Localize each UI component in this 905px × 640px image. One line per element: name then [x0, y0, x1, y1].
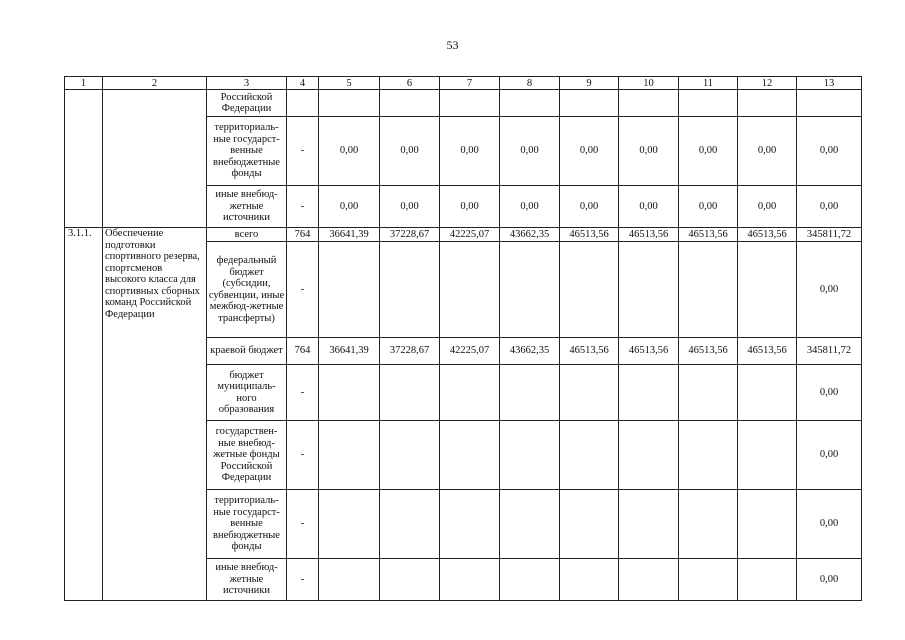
source-cell: иные внебюд-жетные источники [207, 559, 287, 601]
column-header: 13 [797, 77, 862, 90]
value-cell [500, 90, 560, 117]
column-header: 12 [738, 77, 797, 90]
value-cell [319, 242, 380, 338]
value-cell: 46513,56 [738, 338, 797, 365]
total-cell: 0,00 [797, 421, 862, 490]
value-cell: 46513,56 [560, 228, 619, 242]
value-cell: 42225,07 [440, 228, 500, 242]
value-cell [738, 365, 797, 421]
total-cell: 0,00 [797, 117, 862, 186]
code-value-cell: - [287, 242, 319, 338]
value-cell [380, 490, 440, 559]
value-cell: 0,00 [440, 186, 500, 228]
value-cell [738, 559, 797, 601]
value-cell [440, 559, 500, 601]
source-cell: всего [207, 228, 287, 242]
code-value-cell [287, 90, 319, 117]
value-cell [679, 365, 738, 421]
value-cell [319, 421, 380, 490]
value-cell: 0,00 [738, 186, 797, 228]
value-cell [738, 421, 797, 490]
value-cell: 0,00 [500, 186, 560, 228]
value-cell [738, 242, 797, 338]
total-cell: 0,00 [797, 559, 862, 601]
code-value-cell: - [287, 559, 319, 601]
code-value-cell: 764 [287, 338, 319, 365]
value-cell [679, 490, 738, 559]
value-cell: 0,00 [380, 186, 440, 228]
value-cell [500, 559, 560, 601]
value-cell: 42225,07 [440, 338, 500, 365]
value-cell: 37228,67 [380, 228, 440, 242]
value-cell [440, 90, 500, 117]
source-cell: Российской Федерации [207, 90, 287, 117]
column-header: 7 [440, 77, 500, 90]
code-value-cell: - [287, 117, 319, 186]
code-value-cell: - [287, 365, 319, 421]
value-cell: 0,00 [738, 117, 797, 186]
value-cell [319, 365, 380, 421]
value-cell: 43662,35 [500, 228, 560, 242]
code-value-cell: 764 [287, 228, 319, 242]
value-cell [738, 90, 797, 117]
source-cell: территориаль-ные государст-венные внебюджетные фонды [207, 490, 287, 559]
value-cell [500, 421, 560, 490]
value-cell [440, 242, 500, 338]
total-cell: 0,00 [797, 242, 862, 338]
value-cell: 0,00 [679, 186, 738, 228]
value-cell: 0,00 [560, 186, 619, 228]
value-cell: 46513,56 [560, 338, 619, 365]
source-cell: государствен-ные внебюд-жетные фонды Российской Федерации [207, 421, 287, 490]
value-cell [560, 490, 619, 559]
value-cell: 46513,56 [679, 228, 738, 242]
column-header-row [65, 77, 862, 90]
column-header: 8 [500, 77, 560, 90]
value-cell [679, 421, 738, 490]
value-cell: 0,00 [440, 117, 500, 186]
value-cell [380, 90, 440, 117]
column-header: 1 [65, 77, 103, 90]
value-cell: 0,00 [679, 117, 738, 186]
code-cell [65, 90, 103, 228]
value-cell: 36641,39 [319, 228, 380, 242]
code-value-cell: - [287, 490, 319, 559]
table-row [65, 228, 862, 242]
total-cell: 345811,72 [797, 338, 862, 365]
value-cell: 0,00 [319, 117, 380, 186]
value-cell [560, 365, 619, 421]
value-cell: 46513,56 [738, 228, 797, 242]
value-cell [619, 365, 679, 421]
total-cell: 345811,72 [797, 228, 862, 242]
value-cell [500, 490, 560, 559]
value-cell [380, 365, 440, 421]
table-row [65, 90, 862, 117]
column-header: 6 [380, 77, 440, 90]
value-cell: 46513,56 [619, 338, 679, 365]
column-header: 11 [679, 77, 738, 90]
total-cell: 0,00 [797, 490, 862, 559]
value-cell: 36641,39 [319, 338, 380, 365]
name-cell [103, 90, 207, 228]
value-cell [560, 90, 619, 117]
value-cell [380, 421, 440, 490]
budget-table [64, 76, 862, 601]
value-cell [619, 559, 679, 601]
value-cell: 0,00 [319, 186, 380, 228]
value-cell [679, 242, 738, 338]
value-cell: 46513,56 [679, 338, 738, 365]
total-cell: 0,00 [797, 186, 862, 228]
value-cell [319, 490, 380, 559]
code-value-cell: - [287, 421, 319, 490]
value-cell [679, 559, 738, 601]
value-cell [619, 421, 679, 490]
value-cell: 0,00 [619, 186, 679, 228]
item-name: Обеспечение подготовки спортивного резерва, спортсменов высокого класса для спортивных сборных команд Российской Федерации [103, 228, 207, 601]
column-header: 9 [560, 77, 619, 90]
value-cell [319, 559, 380, 601]
total-cell: 0,00 [797, 365, 862, 421]
value-cell [440, 365, 500, 421]
column-header: 10 [619, 77, 679, 90]
value-cell [380, 559, 440, 601]
source-cell: краевой бюджет [207, 338, 287, 365]
column-header: 3 [207, 77, 287, 90]
value-cell [560, 559, 619, 601]
value-cell: 46513,56 [619, 228, 679, 242]
column-header: 2 [103, 77, 207, 90]
value-cell [380, 242, 440, 338]
column-header: 5 [319, 77, 380, 90]
value-cell [738, 490, 797, 559]
value-cell [619, 242, 679, 338]
value-cell: 0,00 [380, 117, 440, 186]
value-cell [500, 242, 560, 338]
value-cell [679, 90, 738, 117]
source-cell: федеральный бюджет (субсидии, субвенции, иные межбюд-жетные трансферты) [207, 242, 287, 338]
value-cell [319, 90, 380, 117]
value-cell: 0,00 [560, 117, 619, 186]
code-value-cell: - [287, 186, 319, 228]
source-cell: территориаль-ные государст-венные внебюджетные фонды [207, 117, 287, 186]
source-cell: бюджет муниципаль-ного образования [207, 365, 287, 421]
value-cell [560, 242, 619, 338]
value-cell: 37228,67 [380, 338, 440, 365]
value-cell: 43662,35 [500, 338, 560, 365]
value-cell [560, 421, 619, 490]
page-number: 53 [446, 38, 459, 52]
value-cell [440, 490, 500, 559]
column-header: 4 [287, 77, 319, 90]
source-cell: иные внебюд-жетные источники [207, 186, 287, 228]
value-cell [619, 90, 679, 117]
value-cell [619, 490, 679, 559]
value-cell [440, 421, 500, 490]
value-cell: 0,00 [619, 117, 679, 186]
value-cell: 0,00 [500, 117, 560, 186]
value-cell [500, 365, 560, 421]
item-code: 3.1.1. [65, 228, 103, 601]
total-cell [797, 90, 862, 117]
